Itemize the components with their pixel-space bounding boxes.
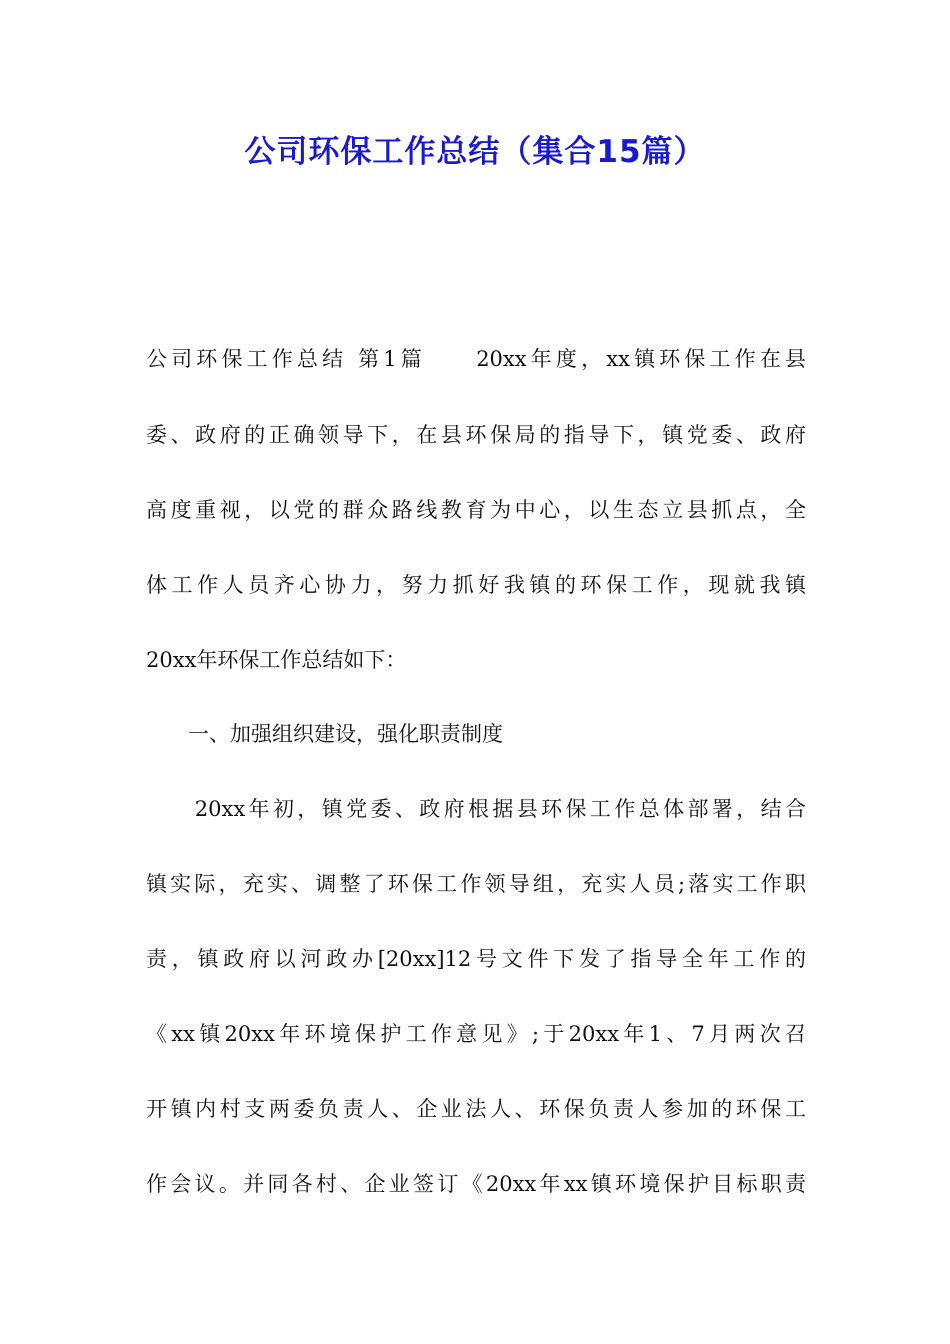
body-line: 《xx镇20xx年环境保护工作意见》;于20xx年1、7月两次召 (146, 1022, 806, 1046)
body-line: 责，镇政府以河政办[20xx]12号文件下发了指导全年工作的 (146, 947, 806, 971)
body-line: 20xx年初，镇党委、政府根据县环保工作总体部署，结合 (146, 797, 806, 821)
section-heading: 一、加强组织建设，强化职责制度 (146, 722, 503, 746)
body-line: 公司环保工作总结 第1篇 20xx年度，xx镇环保工作在县 (146, 347, 806, 371)
document-title: 公司环保工作总结（集合15篇） (244, 134, 706, 170)
body-line: 高度重视，以党的群众路线教育为中心，以生态立县抓点，全 (146, 498, 806, 522)
body-line: 镇实际，充实、调整了环保工作领导组，充实人员;落实工作职 (146, 872, 806, 896)
body-line: 开镇内村支两委负责人、企业法人、环保负责人参加的环保工 (146, 1097, 806, 1121)
body-line: 作会议。并同各村、企业签订《20xx年xx镇环境保护目标职责 (146, 1172, 806, 1196)
body-line: 体工作人员齐心协力，努力抓好我镇的环保工作，现就我镇 (146, 573, 806, 597)
body-line: 委、政府的正确领导下，在县环保局的指导下，镇党委、政府 (146, 423, 806, 447)
body-line: 20xx年环保工作总结如下： (146, 648, 407, 672)
